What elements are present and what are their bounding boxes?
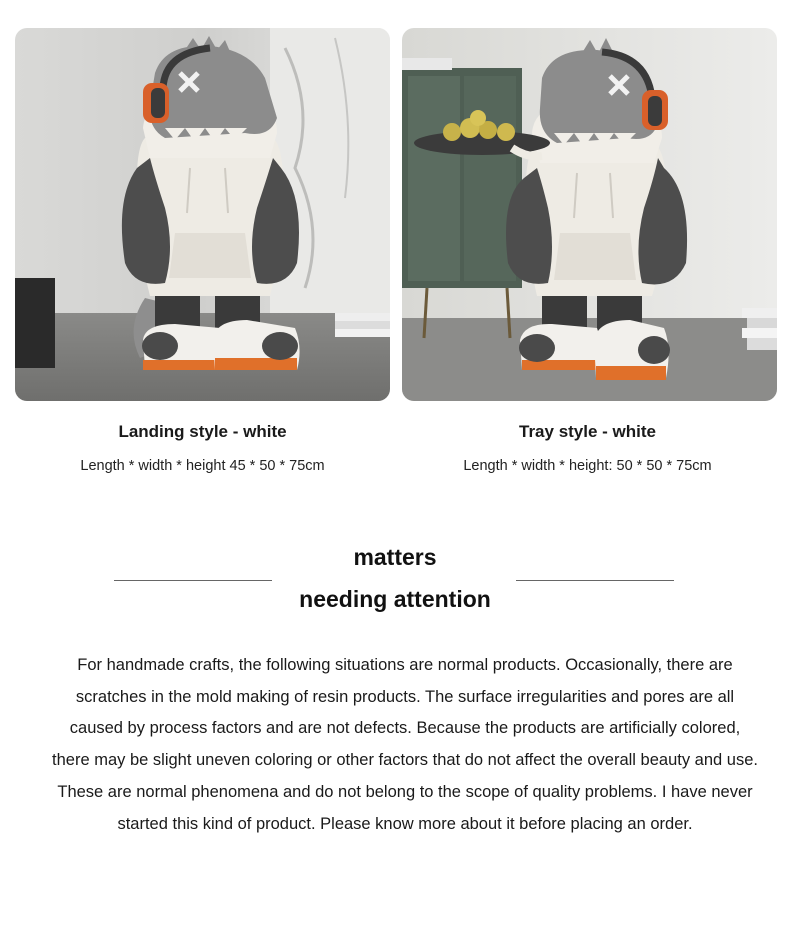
divider-right	[516, 580, 674, 581]
product-title: Landing style - white	[118, 422, 287, 441]
product-title: Tray style - white	[519, 422, 656, 441]
notice-heading-line2: needing attention	[299, 586, 491, 612]
product-photo-tray-style	[402, 28, 777, 401]
product-dimensions: Length * width * height 45 * 50 * 75cm	[80, 458, 325, 474]
dinosaur-statue-landing-illustration	[15, 28, 390, 401]
notice-body-text: For handmade crafts, the following situations are normal products. Occasionally, there are scratches in the mold making of resin products. The surface irregularities and pores are all caused by process factors and are not defects. Because the products are artificially colored, there may be slight uneven coloring or other factors that do not affect the overall beauty and use. These are normal phenomena and do not belong to the scope of quality problems. I have never started this kind of product. Please know more about it before placing an order.	[52, 656, 758, 833]
notice-heading-line1: matters	[353, 544, 437, 570]
product-dimensions: Length * width * height: 50 * 50 * 75cm	[463, 458, 712, 474]
product-photo-landing-style	[15, 28, 390, 401]
divider-left	[114, 580, 272, 581]
dinosaur-statue-tray-illustration	[402, 28, 777, 401]
